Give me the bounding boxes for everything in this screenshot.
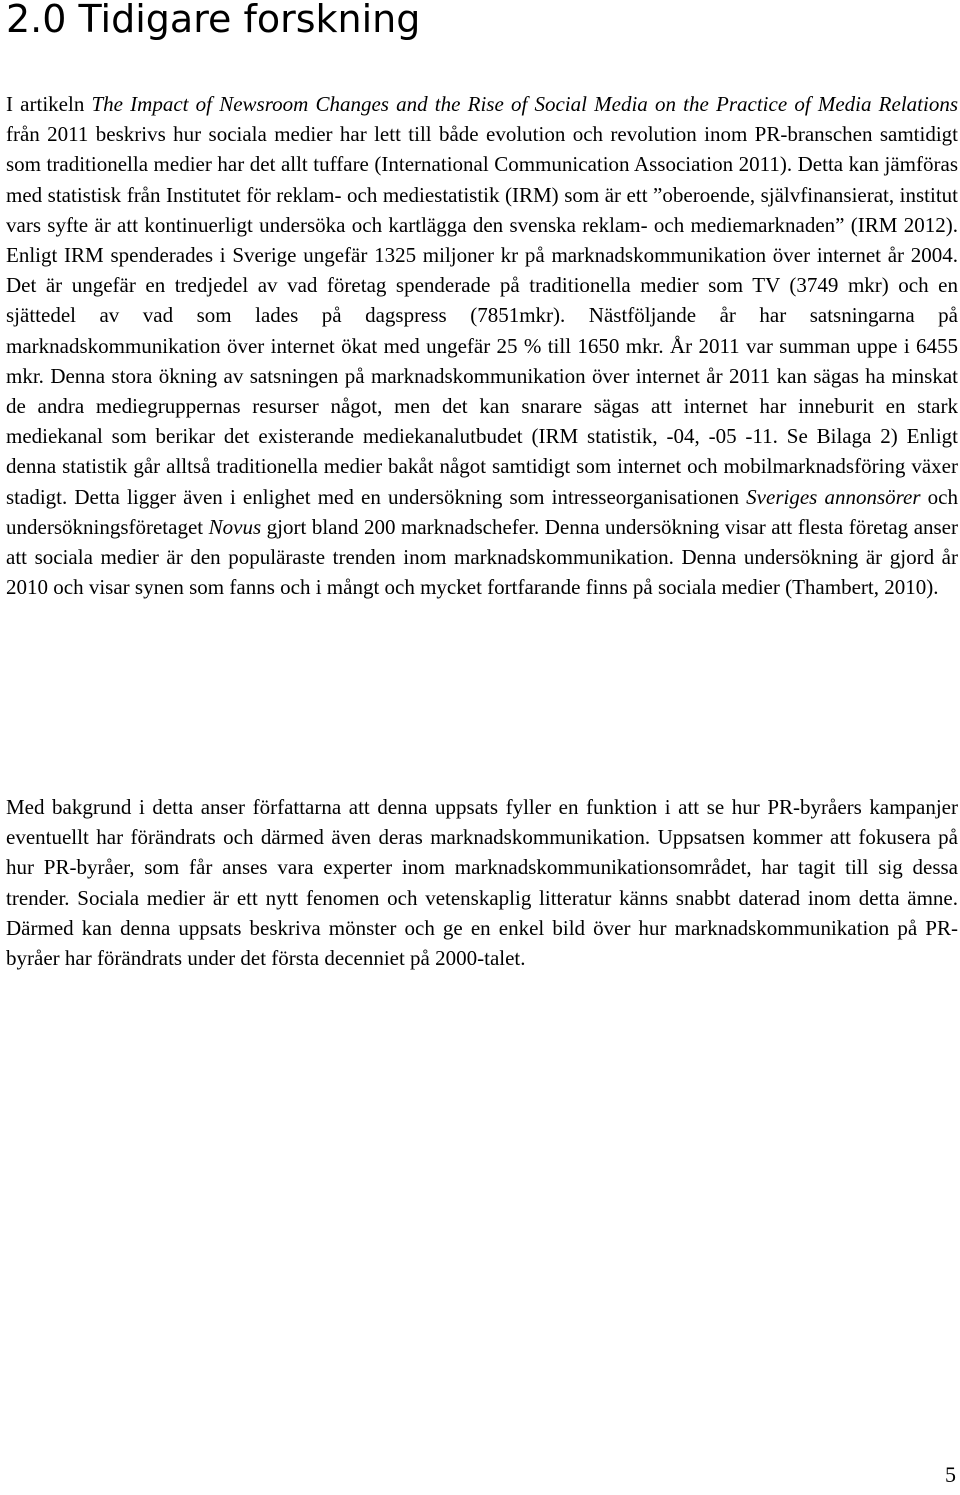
section-heading: 2.0 Tidigare forskning [6, 0, 421, 41]
page-number: 5 [945, 1462, 956, 1487]
paragraph-text: gjort bland 200 marknadschefer. Denna undersökning visar att flesta företag anser att sociala medier är den populäraste trenden inom marknadskommunikation. Denna undersökning är gjord år 2010 och visar synen som fanns och i mångt och mycket fortfarande finns på sociala medier (Thambert, 2010). [6, 514, 958, 600]
company-name: Novus [208, 514, 262, 539]
paragraph-previous-research [6, 89, 958, 602]
paragraph-text: I artikeln [6, 92, 92, 116]
paragraph-text: från 2011 beskrivs hur sociala medier har lett till både evolution och revolution inom PR-branschen samtidigt som traditionella medier har det allt tuffare (International Communication Association 2011). Detta kan jämföras med statistisk från Institutet för reklam- och mediestatistik (IRM) som är ett ”oberoende, självfinansierat, institut vars syfte är att kontinuerligt undersöka och kartlägga den svenska reklam- och mediemarknaden” (IRM 2012). Enligt IRM spenderades i Sverige ungefär 1325 miljoner kr på marknadskommunikation över internet år 2004. Det är ungefär en tredjedel av vad företag spenderade på traditionella medier som TV (3749 mkr) och en sjättedel av vad som lades på dagspress (7851mkr). Nästföljande år har satsningarna på marknadskommunikation över internet ökat med ungefär 25 % till 1650 mkr. År 2011 var summan uppe i 6455 mkr. Denna stora ökning av satsningen på marknadskommunikation över internet år 2011 kan sägas ha minskat de andra mediegruppernas resurser något, men det kan snarare sägas att internet har inneburit en stark mediekanal som berikar det existerande mediekanalutbudet (IRM statistik, -04, -05 -11. Se Bilaga 2) Enligt denna statistik går alltså traditionella medier bakåt något samtidigt som internet och mobilmarknadsföring växer stadigt. Detta ligger även i enlighet med en undersökning som intresseorganisationen [6, 122, 958, 509]
article-title: The Impact of Newsroom Changes and the Rise of Social Media on the Practice of Media Relations [91, 92, 958, 116]
organization-name: Sveriges annonsörer [746, 484, 921, 509]
paragraph-motivation: Med bakgrund i detta anser författarna att denna uppsats fyller en funktion i att se hur PR-byråers kampanjer eventuellt har förändrats och därmed även deras marknadskommunikation. Uppsatsen kommer att fokusera på hur PR-byråer, som får anses vara experter inom marknadskommunikationsområdet, har tagit till sig dessa trender. Sociala medier är ett nytt fenomen och vetenskaplig litteratur känns snabbt daterad inom detta ämne. Därmed kan denna uppsats beskriva mönster och ge en enkel bild över hur marknadskommunikation på PR-byråer har förändrats under det första decenniet på 2000-talet. [6, 795, 958, 971]
paragraph-text: och undersökningsföretaget [6, 484, 959, 539]
